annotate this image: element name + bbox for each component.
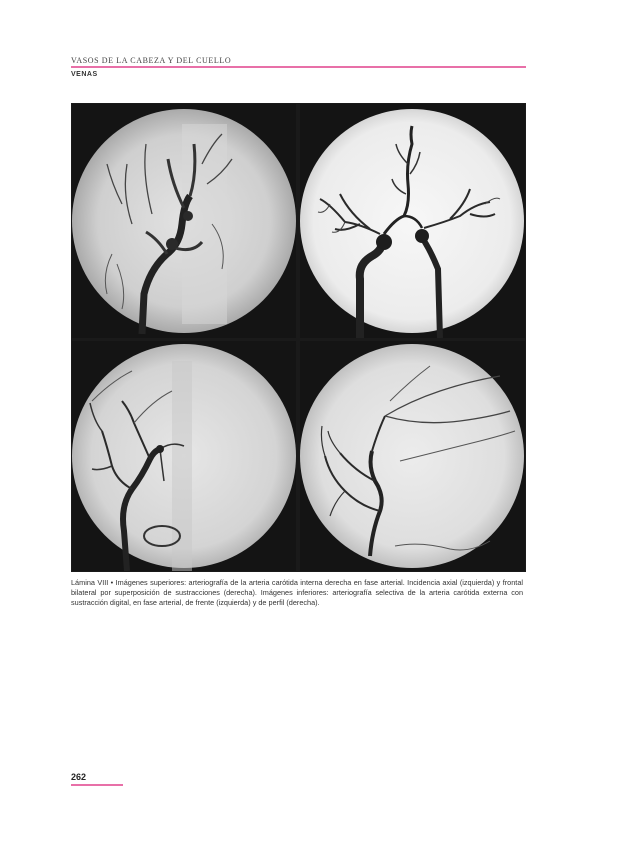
angiography-frontal-image xyxy=(300,104,525,338)
running-title: VASOS DE LA CABEZA Y DEL CUELLO xyxy=(71,56,232,65)
panel-top-left xyxy=(72,104,296,338)
footer-rule xyxy=(71,784,123,786)
panel-bottom-right xyxy=(300,341,525,571)
figure-caption xyxy=(71,578,523,608)
angiography-axial-image xyxy=(72,104,296,338)
caption-text: Imágenes superiores: arteriografía de la arteria carótida interna derecha en fase arterial. Incidencia axial (izquierda) y frontal bilateral por superposición de sustracciones (derecha). Imágenes inferiores: arteriografía selectiva de la arteria carótida externa con sustracción digital, en fase arterial, de frente (izquierda) y de perfil (derecha). xyxy=(71,578,523,607)
section-label: VENAS xyxy=(71,71,98,78)
panel-bottom-left xyxy=(72,341,296,571)
panel-top-right xyxy=(300,104,525,338)
header-rule xyxy=(71,66,526,68)
angiography-plate xyxy=(71,103,526,572)
page-number: 262 xyxy=(71,772,87,782)
angiography-external-frontal-image xyxy=(72,341,296,571)
angiography-external-profile-image xyxy=(300,341,525,571)
caption-label: Lámina VIII • xyxy=(71,578,114,587)
